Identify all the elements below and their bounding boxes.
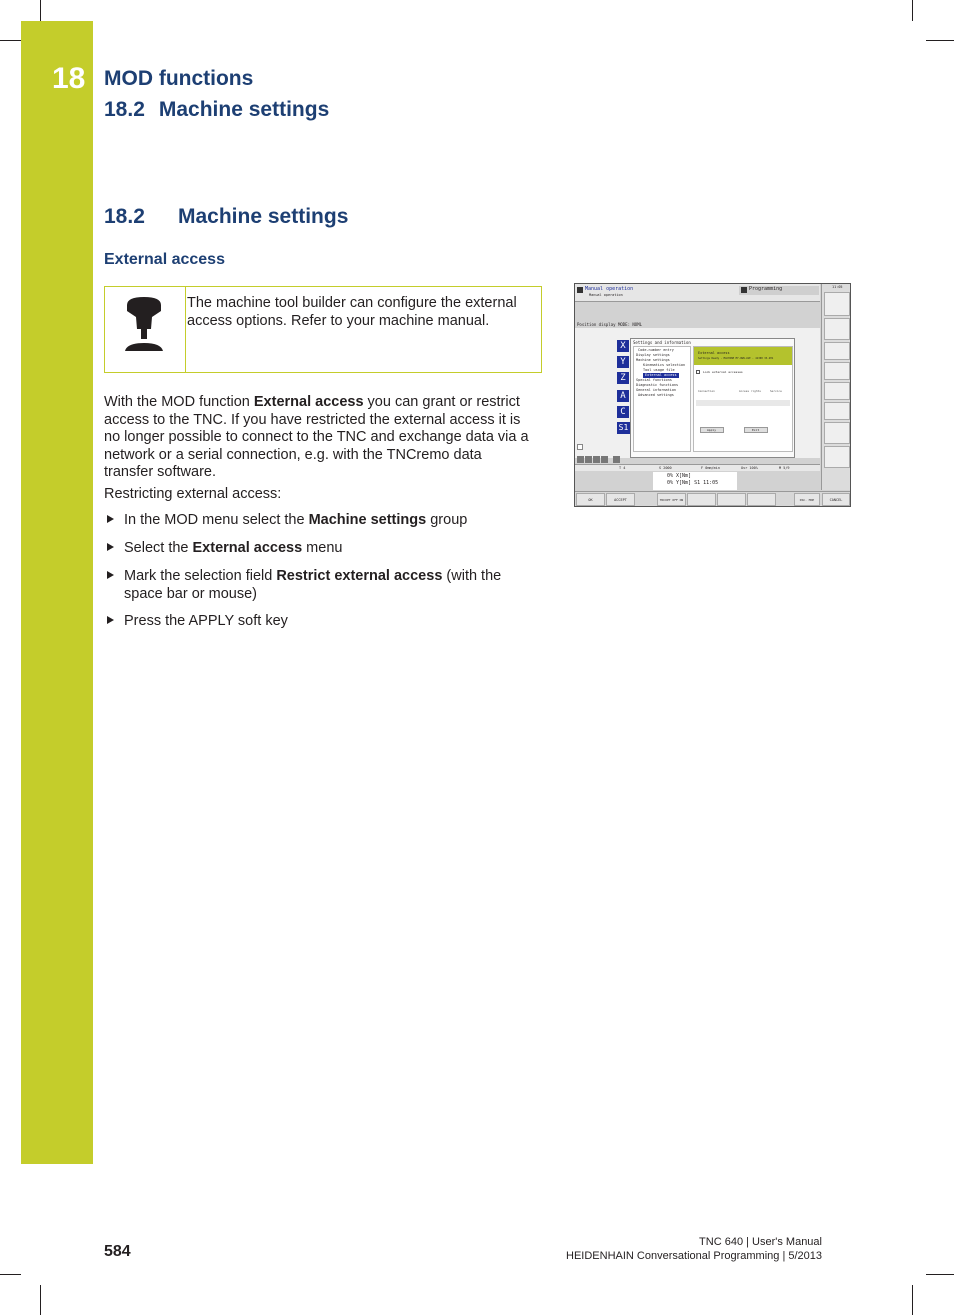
arrow-icon bbox=[107, 543, 114, 551]
arrow-icon bbox=[107, 571, 114, 579]
crop-mark bbox=[40, 0, 41, 21]
section-title: Machine settings bbox=[178, 205, 349, 228]
intro-paragraph bbox=[104, 394, 534, 482]
toolbar-icons bbox=[577, 456, 617, 464]
crop-mark bbox=[912, 1285, 913, 1315]
note-box bbox=[104, 286, 542, 373]
mode-icon bbox=[577, 287, 583, 293]
panel-subtitle: Settings Ready - MACHINE MY-OWN.ASE - 41300 33-2H1 bbox=[698, 357, 774, 360]
footer-line-1: TNC 640 | User's Manual bbox=[699, 1236, 822, 1248]
crop-mark bbox=[926, 1274, 954, 1275]
tree-item-selected[interactable]: External access bbox=[645, 373, 677, 377]
softkey-vertical[interactable] bbox=[824, 342, 850, 360]
programming-icon bbox=[741, 287, 747, 293]
apply-button-label: Apply bbox=[707, 428, 717, 432]
softkey-vertical[interactable] bbox=[824, 402, 850, 420]
tree-item[interactable]: Display settings bbox=[636, 353, 670, 357]
tree-item[interactable]: Special functions bbox=[636, 378, 672, 382]
softkey-empty[interactable] bbox=[717, 493, 746, 506]
softkey-vertical[interactable] bbox=[824, 382, 850, 400]
axis-s1: S1 bbox=[618, 423, 629, 432]
running-section-title bbox=[104, 98, 329, 122]
chapter-sidebar bbox=[21, 21, 93, 1164]
softkey-vertical[interactable] bbox=[824, 318, 850, 340]
intro-bold: External access bbox=[253, 394, 364, 410]
softkey-bar bbox=[575, 491, 851, 507]
position-display: Position display MODE: NOML bbox=[577, 322, 643, 327]
page-number: 584 bbox=[104, 1243, 131, 1260]
status-m: M 5/9 bbox=[779, 466, 790, 470]
crop-mark bbox=[0, 1274, 21, 1275]
softkey-vertical[interactable] bbox=[824, 362, 850, 380]
intro-text: With the MOD function bbox=[104, 394, 254, 410]
chapter-number: 18 bbox=[52, 62, 86, 95]
axis-x: X bbox=[617, 340, 629, 352]
section-number: 18.2 bbox=[104, 205, 145, 228]
load-line-1: 0% X[Nm] bbox=[667, 473, 692, 479]
note-divider bbox=[185, 287, 186, 372]
grid-icon[interactable] bbox=[577, 444, 583, 450]
softkey-vertical[interactable] bbox=[824, 422, 850, 444]
intro-paragraph-2: Restricting external access: bbox=[104, 486, 282, 502]
subheading: External access bbox=[104, 251, 225, 268]
table-row bbox=[696, 400, 790, 406]
softkey-vertical[interactable] bbox=[824, 292, 850, 316]
checkbox-label: Lock external accesses bbox=[703, 370, 743, 374]
running-section-name: Machine settings bbox=[158, 98, 330, 121]
softkey-vertical[interactable] bbox=[824, 446, 850, 468]
crop-mark bbox=[0, 40, 21, 41]
machine-tool-icon bbox=[123, 295, 165, 360]
crop-mark bbox=[912, 0, 913, 21]
mode2-label: Programming bbox=[749, 286, 783, 292]
clock: 11:05 bbox=[832, 285, 843, 289]
crop-mark bbox=[40, 1285, 41, 1315]
status-spindle: S 2000 bbox=[659, 466, 672, 470]
chapter-title: MOD functions bbox=[104, 67, 254, 90]
mode1-label: Manual operation bbox=[585, 286, 634, 292]
tree-item[interactable]: Diagnostic functions bbox=[636, 383, 679, 387]
softkey-cancel[interactable]: CANCEL bbox=[822, 493, 850, 506]
tree-item[interactable]: General information bbox=[636, 388, 677, 392]
panel-title: External access bbox=[698, 351, 730, 355]
crop-mark bbox=[926, 40, 954, 41]
axes-column bbox=[617, 340, 629, 436]
tree-item[interactable]: Tool usage file bbox=[643, 368, 675, 372]
column-access-rights: Access rights bbox=[739, 389, 761, 393]
axis-a: A bbox=[617, 390, 629, 402]
status-tool: T 4 bbox=[619, 466, 626, 470]
mode1-sub: Manual operation bbox=[589, 293, 623, 297]
settings-dialog bbox=[630, 338, 795, 458]
screen-header bbox=[575, 284, 820, 302]
tree-item[interactable]: Kinematics selection bbox=[643, 363, 686, 367]
section-heading bbox=[104, 205, 348, 229]
column-service: Service bbox=[770, 389, 782, 393]
softkey-accept[interactable]: ACCEPT bbox=[606, 493, 635, 506]
softkey-dsc[interactable]: DSC. MOP bbox=[794, 493, 820, 506]
arrow-icon bbox=[107, 515, 114, 523]
access-panel bbox=[693, 346, 793, 452]
vertical-softkeys bbox=[821, 284, 851, 490]
status-feed: F 0mm/min bbox=[701, 466, 720, 470]
tree-item[interactable]: Machine settings bbox=[636, 358, 670, 362]
lock-checkbox[interactable] bbox=[696, 370, 700, 374]
tree-panel bbox=[633, 346, 691, 452]
intro-text: you can grant or restrict access to the TNC. If you have restricted the external access it is no longer possible to connect to the TNC and exchange data via a network or a serial connection, e.g. with the TNCremo data transfer software. bbox=[104, 394, 529, 480]
load-line-2: 0% Y[Nm] S1 11:05 bbox=[667, 480, 719, 486]
status-bar bbox=[575, 464, 820, 471]
tree-item[interactable]: Advanced settings bbox=[638, 393, 674, 397]
axis-z: Z bbox=[617, 372, 629, 384]
softkey-empty[interactable] bbox=[747, 493, 776, 506]
exit-button-label: Exit bbox=[752, 428, 760, 432]
status-override: Ovr 100% bbox=[741, 466, 758, 470]
softkey-ok[interactable]: OK bbox=[576, 493, 605, 506]
dialog-title: Settings and information bbox=[633, 340, 691, 345]
axis-y: Y bbox=[617, 356, 629, 368]
note-text: The machine tool builder can configure the external access options. Refer to your machine manual. bbox=[187, 295, 517, 329]
running-section-number: 18.2 bbox=[104, 98, 145, 121]
tree-item[interactable]: Code-number entry bbox=[638, 348, 674, 352]
softkey-empty[interactable] bbox=[687, 493, 716, 506]
tnc-screenshot bbox=[574, 283, 851, 507]
arrow-icon bbox=[107, 616, 114, 624]
axis-c: C bbox=[617, 406, 629, 418]
footer-line-2: HEIDENHAIN Conversational Programming | 5/2013 bbox=[566, 1250, 822, 1262]
softkey-tncopt[interactable]: TNCOPT OFF ON bbox=[657, 493, 686, 506]
column-connection: Connection bbox=[698, 389, 715, 393]
load-display bbox=[653, 472, 737, 490]
